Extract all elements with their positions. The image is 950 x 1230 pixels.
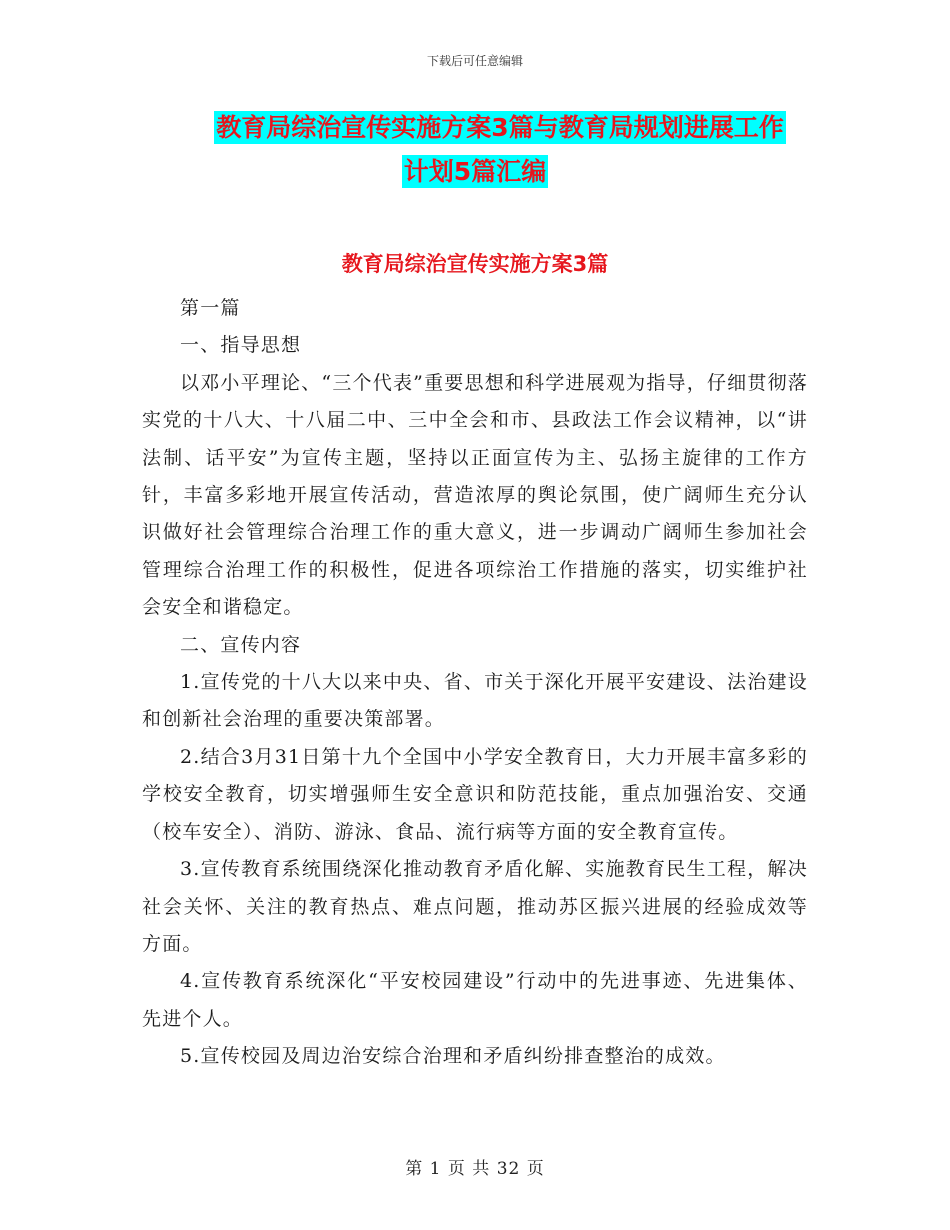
paragraph-heading-guiding: 一、指导思想: [180, 334, 302, 357]
section-title: 教育局综治宣传实施方案3篇: [341, 252, 609, 276]
document-body: [142, 290, 808, 1076]
paragraph-guiding-text: 以邓小平理论、“三个代表”重要思想和科学进展观为指导，仔细贯彻落实党的十八大、十八届二中、三中全会和市、县政法工作会议精神，以“讲法制、话平安”为宣传主题，坚持以正面宣传为主、弘扬主旋律的工作方针，丰富多彩地开展宣传活动，营造浓厚的舆论氛围，使广阔师生充分认识做好社会管理综合治理工作的重大意义，进一步调动广阔师生参加社会管理综合治理工作的积极性，促进各项综治工作措施的落实，切实维护社会安全和谐稳定。: [142, 371, 808, 619]
paragraph-item-5: 5.宣传校园及周边治安综合治理和矛盾纠纷排查整治的成效。: [180, 1045, 726, 1068]
paragraph-item-1: 1.宣传党的十八大以来中央、省、市关于深化开展平安建设、法治建设和创新社会治理的重要决策部署。: [142, 671, 808, 731]
paragraph-part-label: 第一篇: [180, 297, 241, 319]
title-line-2: [0, 150, 950, 194]
title-line-1-text: 教育局综治宣传实施方案3篇与教育局规划进展工作: [216, 113, 784, 142]
title-line-2-text: 计划5篇汇编: [403, 157, 547, 186]
paragraph-heading-content: 二、宣传内容: [180, 633, 302, 656]
paragraph-item-4: 4.宣传教育系统深化“平安校园建设”行动中的先进事迹、先进集体、先进个人。: [142, 970, 808, 1030]
title-line-1: [0, 106, 950, 150]
header-note: 下载后可任意编辑: [426, 54, 523, 68]
paragraph-item-3: 3.宣传教育系统围绕深化推动教育矛盾化解、实施教育民生工程，解决社会关怀、关注的教育热点、难点问题，推动苏区振兴进展的经验成效等方面。: [142, 858, 808, 955]
page-footer: 第 1 页 共 32 页: [405, 1159, 545, 1179]
document-title: [0, 106, 950, 194]
paragraph-item-2: 2.结合3月31日第十九个全国中小学安全教育日，大力开展丰富多彩的学校安全教育，切实增强师生安全意识和防范技能，重点加强治安、交通（校车安全）、消防、游泳、食品、流行病等方面的安全教育宣传。: [142, 745, 808, 843]
